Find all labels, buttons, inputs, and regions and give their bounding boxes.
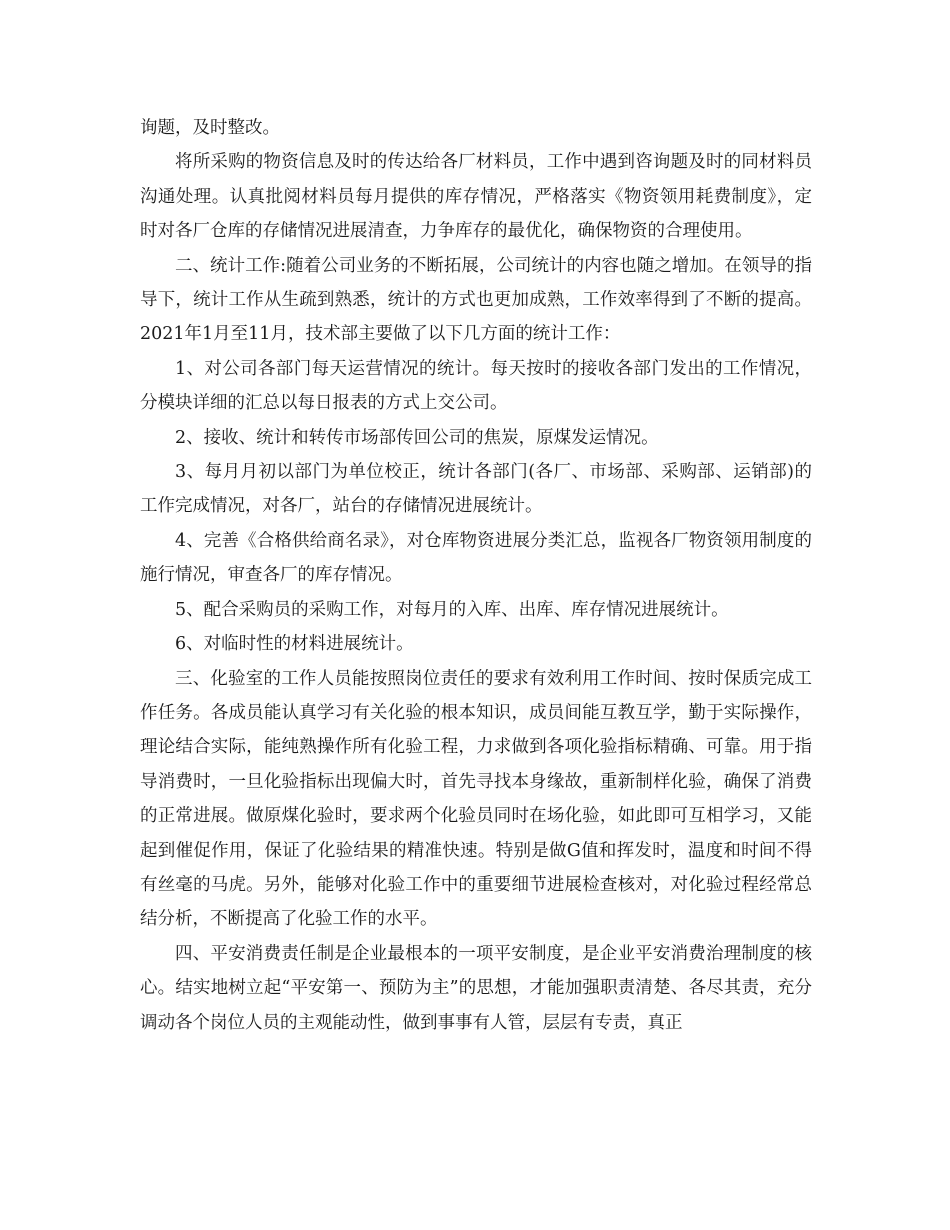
paragraph: 二、统计工作:随着公司业务的不断拓展，公司统计的内容也随之增加。在领导的指导下，统计工作从生疏到熟悉，统计的方式也更加成熟，工作效率得到了不断的提高。2021年1月至11月，技术部主要做了以下几方面的统计工作： (140, 255, 812, 345)
paragraph: 6、对临时性的材料进展统计。 (175, 634, 414, 655)
paragraph: 2、接收、统计和转传市场部传回公司的焦炭，原煤发运情况。 (175, 427, 659, 448)
paragraph: 四、平安消费责任制是企业最根本的一项平安制度，是企业平安消费治理制度的核心。结实地树立起“平安第一、预防为主”的思想，才能加强职责清楚、各尽其责，充分调动各个岗位人员的主观能动性，做到事事有人管，层层有专责，真正 (140, 943, 812, 1033)
paragraph: 将所采购的物资信息及时的传达给各厂材料员，工作中遇到咨询题及时的同材料员沟通处理。认真批阅材料员每月提供的库存情况，严格落实《物资领用耗费制度》，定时对各厂仓库的存储情况进展清查，力争库存的最优化，确保物资的合理使用。 (140, 152, 812, 242)
paragraph: 1、对公司各部门每天运营情况的统计。每天按时的接收各部门发出的工作情况，分模块详细的汇总以每日报表的方式上交公司。 (140, 358, 812, 414)
document-body (140, 111, 812, 1040)
paragraph: 3、每月月初以部门为单位校正，统计各部门(各厂、市场部、采购部、运销部)的工作完成情况，对各厂，站台的存储情况进展统计。 (140, 462, 812, 517)
paragraph: 5、配合采购员的采购工作，对每月的入库、出库、库存情况进展统计。 (175, 599, 729, 620)
paragraph: 4、完善《合格供给商名录》，对仓库物资进展分类汇总，监视各厂物资领用制度的施行情况，审查各厂的库存情况。 (140, 530, 812, 586)
paragraph: 询题，及时整改。 (140, 118, 280, 138)
paragraph: 三、化验室的工作人员能按照岗位责任的要求有效利用工作时间、按时保质完成工作任务。各成员能认真学习有关化验的根本知识，成员间能互教互学，勤于实际操作，理论结合实际，能纯熟操作所有化验工程，力求做到各项化验指标精确、可靠。用于指导消费时，一旦化验指标出现偏大时，首先寻找本身缘故，重新制样化验，确保了消费的正常进展。做原煤化验时，要求两个化验员同时在场化验，如此即可互相学习，又能起到催促作用，保证了化验结果的精准快速。特别是做G值和挥发时，温度和时间不得有丝毫的马虎。另外，能够对化验工作中的重要细节进展检查核对，对化验过程经常总结分析，不断提高了化验工作的水平。 (140, 668, 812, 930)
